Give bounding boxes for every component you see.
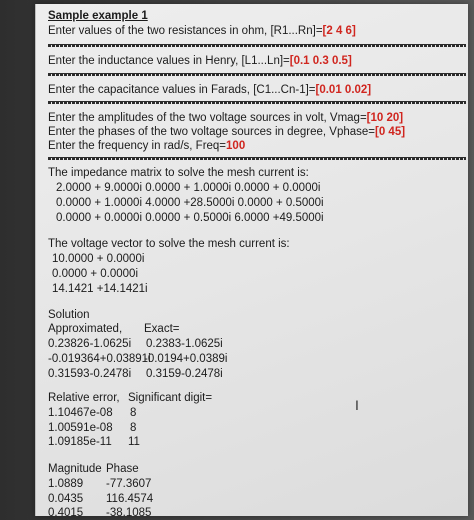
vmag-value: [10 20] bbox=[366, 112, 404, 124]
approx-value: 0.23826-1.0625i bbox=[48, 338, 132, 350]
vphase-line bbox=[48, 125, 405, 139]
resistance-line bbox=[48, 24, 356, 38]
relative-error-value: 1.10467e-08 bbox=[48, 407, 113, 419]
exact-value: 0.2383-1.0625i bbox=[146, 338, 223, 350]
separator bbox=[48, 73, 466, 76]
phase-label: Phase bbox=[106, 463, 139, 475]
exact-value: -0.0194+0.0389i bbox=[144, 353, 228, 365]
text-cursor-icon: I bbox=[355, 397, 359, 413]
exact-label: Exact= bbox=[144, 323, 180, 335]
inductance-value: [0.1 0.3 0.5] bbox=[289, 55, 352, 67]
impedance-row: 2.0000 + 9.0000i 0.0000 + 1.0000i 0.0000 + 0.0000i bbox=[56, 182, 321, 194]
magnitude-value: 0.4015 bbox=[48, 507, 84, 519]
capacitance-line bbox=[48, 83, 371, 97]
voltage-row: 0.0000 + 0.0000i bbox=[52, 268, 139, 280]
phase-value: -77.3607 bbox=[106, 478, 152, 490]
relative-error-value: 1.09185e-11 bbox=[48, 436, 112, 448]
magnitude-value: 0.0435 bbox=[48, 493, 84, 505]
significant-digit-value: 8 bbox=[130, 407, 137, 419]
resistance-value: [2 4 6] bbox=[322, 25, 356, 37]
impedance-row: 0.0000 + 0.0000i 0.0000 + 0.5000i 6.0000 +49.5000i bbox=[56, 212, 324, 224]
relative-error-label: Relative error, bbox=[48, 392, 120, 404]
phase-value: -38.1085 bbox=[106, 507, 152, 519]
significant-digit-value: 11 bbox=[128, 436, 140, 448]
freq-line bbox=[48, 139, 245, 153]
vphase-value: [0 45] bbox=[375, 126, 406, 138]
magnitude-label: Magnitude bbox=[48, 463, 102, 475]
vmag-line bbox=[48, 111, 403, 125]
vphase-prompt: Enter the phases of the two voltage sources in degree, Vphase= bbox=[48, 126, 376, 138]
separator bbox=[48, 44, 466, 47]
sample-header: Sample example 1 bbox=[48, 10, 148, 22]
impedance-row: 0.0000 + 1.0000i 4.0000 +28.5000i 0.0000 + 0.5000i bbox=[56, 197, 324, 209]
magnitude-value: 1.0889 bbox=[48, 478, 84, 490]
voltage-title: The voltage vector to solve the mesh current is: bbox=[48, 238, 290, 250]
significant-digit-label: Significant digit= bbox=[128, 392, 213, 404]
approx-value: -0.019364+0.03891i bbox=[48, 353, 151, 365]
output-panel bbox=[35, 4, 468, 519]
resistance-prompt: Enter values of the two resistances in ohm, [R1...Rn]= bbox=[48, 25, 323, 37]
impedance-title: The impedance matrix to solve the mesh current is: bbox=[48, 167, 309, 179]
inductance-line bbox=[48, 54, 352, 68]
relative-error-value: 1.00591e-08 bbox=[48, 422, 113, 434]
separator bbox=[48, 157, 466, 160]
voltage-row: 10.0000 + 0.0000i bbox=[52, 253, 145, 265]
vmag-prompt: Enter the amplitudes of the two voltage sources in volt, Vmag= bbox=[48, 112, 367, 124]
freq-prompt: Enter the frequency in rad/s, Freq= bbox=[48, 140, 227, 152]
approx-label: Approximated, bbox=[48, 323, 123, 335]
freq-value: 100 bbox=[226, 140, 246, 152]
inductance-prompt: Enter the inductance values in Henry, [L1...Ln]= bbox=[48, 55, 290, 67]
exact-value: 0.3159-0.2478i bbox=[146, 368, 223, 380]
separator bbox=[48, 101, 466, 104]
voltage-row: 14.1421 +14.1421i bbox=[52, 283, 148, 295]
capacitance-value: [0.01 0.02] bbox=[315, 84, 372, 96]
approx-value: 0.31593-0.2478i bbox=[48, 368, 132, 380]
solution-title: Solution bbox=[48, 309, 90, 321]
phase-value: 116.4574 bbox=[106, 493, 154, 505]
capacitance-prompt: Enter the capacitance values in Farads, [C1...Cn-1]= bbox=[48, 84, 316, 96]
significant-digit-value: 8 bbox=[130, 422, 137, 434]
